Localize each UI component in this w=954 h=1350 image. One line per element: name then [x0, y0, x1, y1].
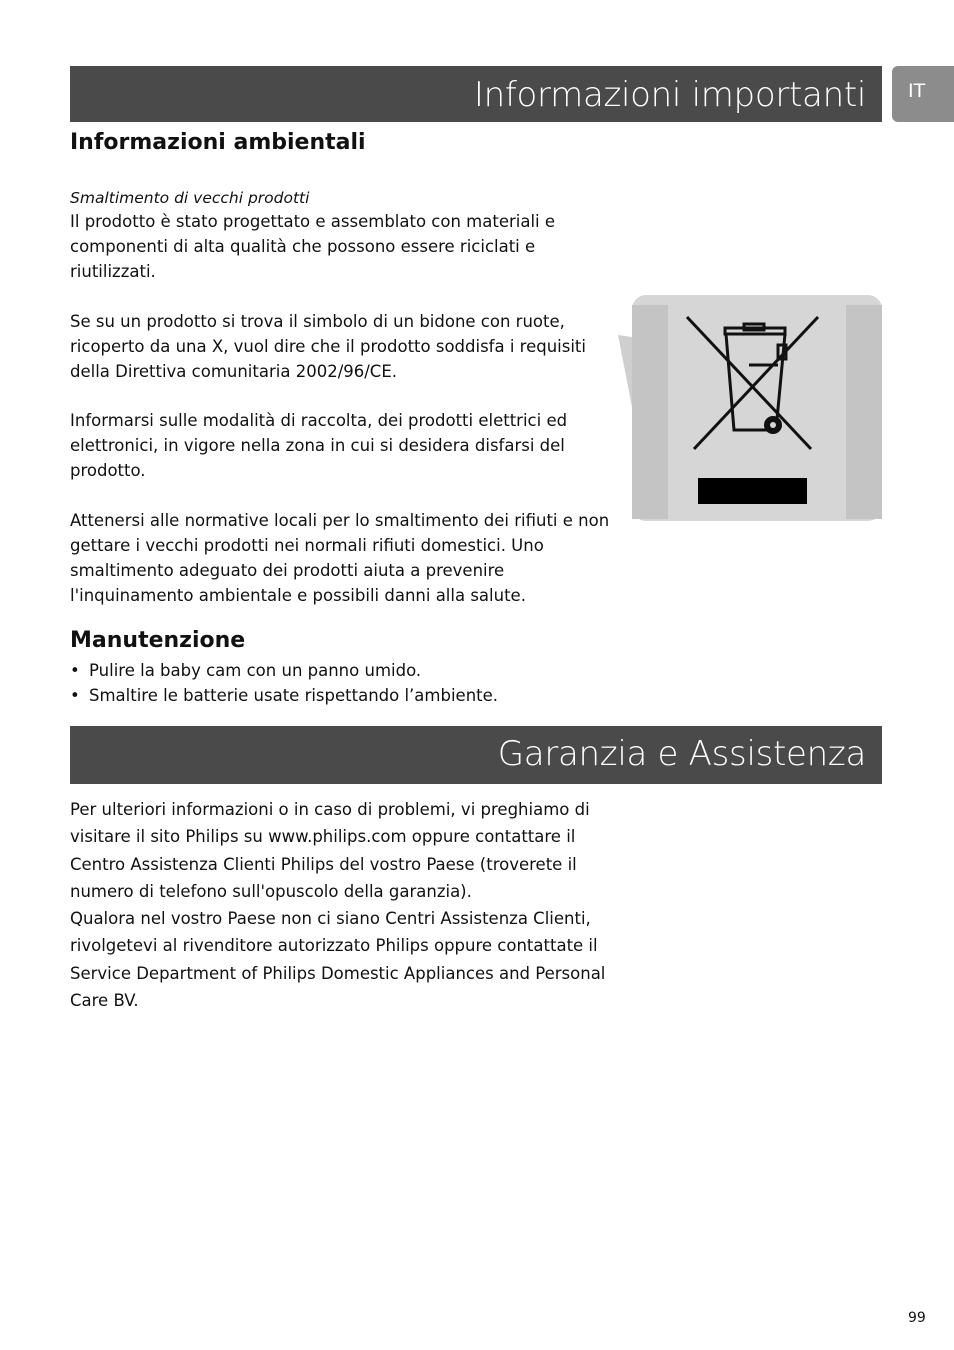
environment-paragraph: Il prodotto è stato progettato e assemblato con materiali e componenti di alta qualità che possono essere riciclati e riutilizzati. [70, 212, 556, 281]
maintenance-list [70, 658, 498, 708]
crossed-out-wheelie-bin-icon [618, 295, 884, 523]
list-item: • Smaltire le batterie usate rispettando l’ambiente. [70, 683, 498, 708]
environment-paragraph: Se su un prodotto si trova il simbolo di un bidone con ruote, ricoperto da una X, vuol dire che il prodotto soddisfa i requisiti della Direttiva comunitaria 2002/96/CE. [70, 312, 586, 381]
warranty-paragraph [70, 796, 615, 1014]
section-title-bar-informazioni [70, 66, 882, 122]
language-code: IT [908, 80, 926, 102]
text-line: Qualora nel vostro Paese non ci siano Centri Assistenza Clienti, [70, 909, 591, 929]
text-line: Centro Assistenza Clienti Philips del vostro Paese (troverete il [70, 854, 577, 874]
text-line: numero di telefono sull'opuscolo della garanzia). [70, 881, 472, 901]
environment-subheading: Smaltimento di vecchi prodotti [70, 189, 310, 207]
page-number: 99 [908, 1310, 926, 1326]
text-line: Per ulteriori informazioni o in caso di problemi, vi preghiamo di [70, 800, 590, 819]
maintenance-heading: Manutenzione [70, 628, 246, 653]
weee-symbol-panel [618, 295, 884, 523]
environment-paragraph: Informarsi sulle modalità di raccolta, dei prodotti elettrici ed elettronici, in vigore nella zona in cui si desidera disfarsi del prodotto. [70, 411, 568, 480]
language-tab [892, 66, 954, 122]
section-title: Informazioni importanti [473, 75, 866, 115]
section-title-bar-garanzia [70, 726, 882, 784]
text-line: Service Department of Philips Domestic Appliances and Personal [70, 963, 606, 983]
environment-heading: Informazioni ambientali [70, 130, 366, 155]
text-line: Care BV. [70, 991, 139, 1011]
section-title: Garanzia e Assistenza [497, 734, 866, 774]
text-line: rivolgetevi al rivenditore autorizzato Philips oppure contattate il [70, 936, 598, 956]
environment-paragraph: Attenersi alle normative locali per lo smaltimento dei rifiuti e non gettare i vecchi prodotti nei normali rifiuti domestici. Uno smaltimento adeguato dei prodotti aiuta a prevenire l'inquinamento ambientale e possibili danni alla salute. [70, 511, 610, 605]
text-line: visitare il sito Philips su www.philips.com oppure contattare il [70, 827, 576, 847]
list-item: • Pulire la baby cam con un panno umido. [70, 658, 498, 683]
